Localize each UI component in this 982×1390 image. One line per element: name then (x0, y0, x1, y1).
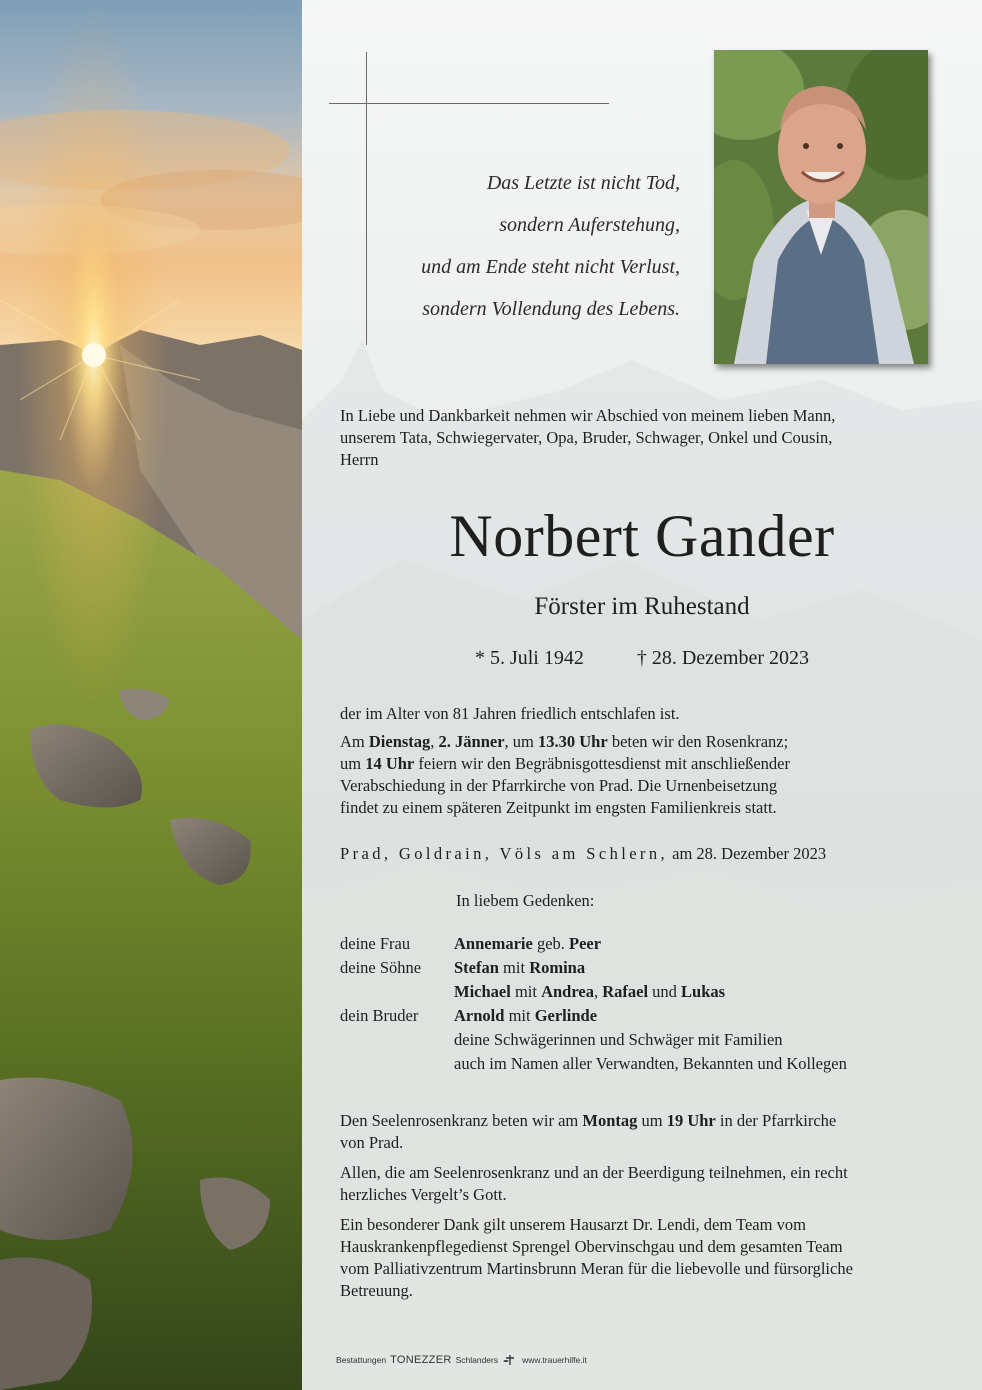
family-row (340, 1052, 847, 1076)
place-date (340, 843, 826, 865)
service-line: Verabschiedung in der Pfarrkirche von Prad. Die Urnenbeisetzung (340, 776, 778, 795)
family-inlaws: deine Schwägerinnen und Schwäger mit Familien (454, 1030, 783, 1049)
deceased-profession: Förster im Ruhestand (534, 593, 750, 620)
family-relation: dein Bruder (340, 1006, 419, 1025)
family-relation: deine Frau (340, 934, 411, 953)
portrait-photo (714, 50, 928, 364)
service-date: 2. Jänner (438, 732, 505, 751)
service-text (340, 731, 940, 819)
dove-cross-icon (502, 1354, 518, 1366)
rosary-evening-time: 19 Uhr (666, 1111, 716, 1130)
intro-line: In Liebe und Dankbarkeit nehmen wir Abschied von meinem lieben Mann, (340, 406, 836, 425)
funeral-home-footer (336, 1354, 587, 1366)
family-others: auch im Namen aller Verwandten, Bekannten und Kollegen (454, 1054, 847, 1073)
quote (330, 162, 680, 330)
rosary-day: Montag (582, 1111, 638, 1130)
rosary-time: 13.30 Uhr (538, 732, 608, 751)
family-row: dein Bruder Arnold mit Gerlinde (340, 1004, 847, 1028)
service-line: Am Dienstag, 2. Jänner, um 13.30 Uhr beten wir den Rosenkranz; (340, 732, 789, 751)
funeral-time: 14 Uhr (365, 754, 415, 773)
place-date-text: am 28. Dezember 2023 (668, 844, 827, 863)
family-row: deine Söhne Stefan mit Romina (340, 956, 847, 980)
death-date: † 28. Dezember 2023 (636, 647, 810, 669)
service-day: Dienstag (368, 732, 431, 751)
birth-date: * 5. Juli 1942 (474, 647, 584, 669)
life-dates (302, 643, 982, 673)
quote-line: sondern Auferstehung, (499, 214, 680, 236)
cross-horizontal (329, 103, 609, 104)
quote-line: sondern Vollendung des Lebens. (422, 298, 680, 320)
memory-heading: In liebem Gedenken: (456, 891, 595, 910)
footer-brand: TONEZZER (390, 1354, 452, 1366)
landscape-photo (0, 0, 302, 1390)
rosary-text: Den Seelenrosenkranz beten wir am Montag um 19 Uhr in der Pfarrkirche von Prad. (340, 1111, 837, 1152)
family-row: deine Frau Annemarie geb. Peer (340, 932, 847, 956)
footer-town: Schlanders (455, 1355, 499, 1365)
family-row (340, 1028, 847, 1052)
family-list (340, 932, 847, 1076)
quote-line: Das Letzte ist nicht Tod, (486, 172, 680, 194)
thanks-attendees: Allen, die am Seelenrosenkranz und an der Beerdigung teilnehmen, ein recht herzliches Vergelt’s Gott. (340, 1163, 848, 1204)
deceased-name: Norbert Gander (449, 503, 835, 569)
intro-line: Herrn (340, 450, 379, 469)
intro-line: unserem Tata, Schwiegervater, Opa, Bruder, Schwager, Onkel und Cousin, (340, 428, 833, 447)
family-row: Michael mit Andrea, Rafael und Lukas (454, 982, 726, 1001)
footer-prefix: Bestattungen (336, 1355, 387, 1365)
service-line: findet zu einem späteren Zeitpunkt im engsten Familienkreis statt. (340, 798, 777, 817)
passing-text: der im Alter von 81 Jahren friedlich entschlafen ist. (340, 704, 680, 723)
place-towns: Prad, Goldrain, Völs am Schlern, (340, 844, 669, 863)
quote-line: und am Ende steht nicht Verlust, (421, 256, 680, 278)
service-line: um 14 Uhr feiern wir den Begräbnisgottesdienst mit anschließender (340, 754, 790, 773)
thanks-special: Ein besonderer Dank gilt unserem Hausarzt Dr. Lendi, dem Team vom Hauskrankenpflegedienst Sprengel Obervinschgau und dem gesamten Team vom Palliativzentrum Martinsbrunn Meran für die liebevolle und fürsorgliche Betreuung. (340, 1215, 853, 1300)
intro-text (340, 405, 940, 471)
footer-url: www.trauerhilfe.it (522, 1355, 587, 1365)
family-relation: deine Söhne (340, 958, 422, 977)
